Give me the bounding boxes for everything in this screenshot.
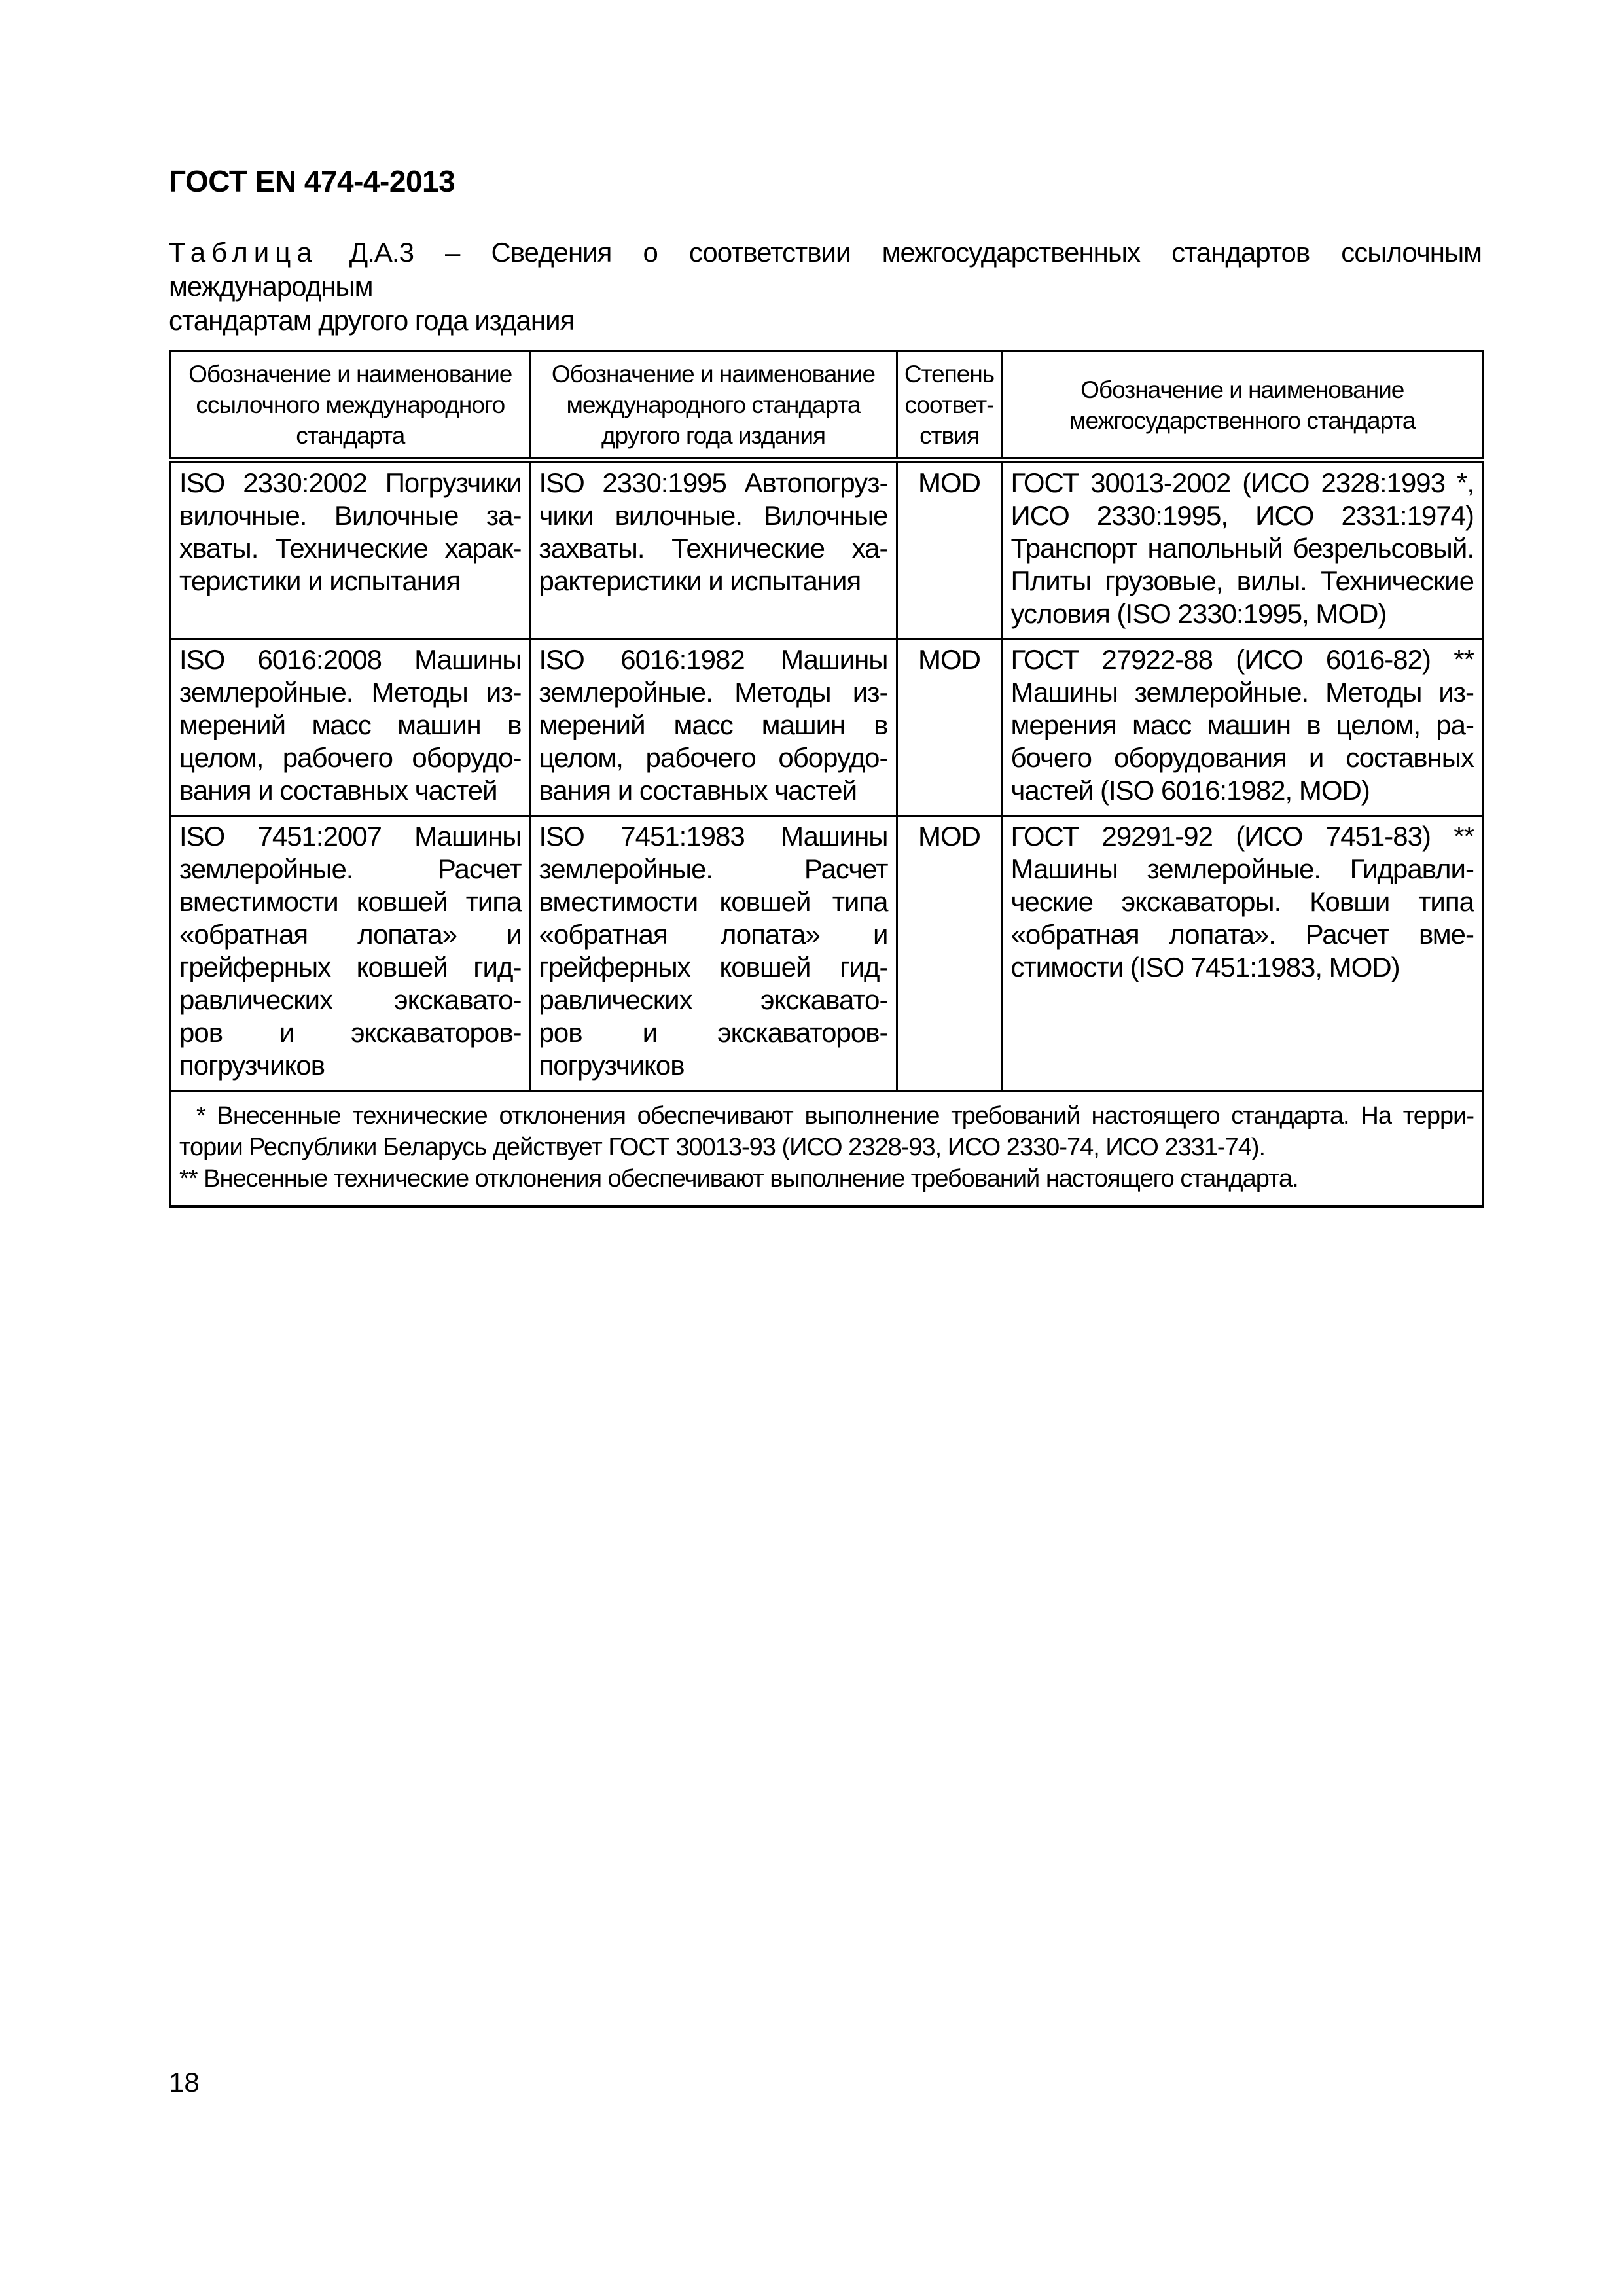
cell-other-year: ISO 6016:1982 Машины землеройные. Методы из- мерений масс машин в целом, рабочего оборудо- вания и составных частей <box>530 639 897 816</box>
col-header-ref-standard: Обозначение и наименование ссылочного международного стандарта <box>170 351 530 461</box>
table-row <box>170 639 1483 816</box>
table-caption-line1 <box>169 236 1482 304</box>
col-header-interstate: Обозначение и наименование межгосударственного стандарта <box>1002 351 1483 461</box>
cell-ref-standard: ISO 7451:2007 Машины землеройные. Расчет вместимости ковшей типа «обратная лопата» и грейферных ковшей гид- равлических экскавато- ров и экскаваторов- погрузчиков <box>170 816 530 1092</box>
table-row <box>170 816 1483 1092</box>
header-row <box>170 351 1483 461</box>
cell-ref-standard: ISO 2330:2002 Погрузчики вилочные. Вилочные за- хваты. Технические харак- теристики и испытания <box>170 461 530 639</box>
cell-other-year: ISO 2330:1995 Автопогруз- чики вилочные. Вилочные захваты. Технические ха- рактеристики и испытания <box>530 461 897 639</box>
correspondence-table <box>169 350 1484 1208</box>
table-row <box>170 461 1483 639</box>
cell-degree <box>897 816 1002 1092</box>
footnote-double-asterisk: ** Внесенные технические отклонения обеспечивают выполнение требований настоящего стандарта. <box>179 1165 1298 1193</box>
cell-interstate: ГОСТ 29291-92 (ИСО 7451-83) ** Машины землеройные. Гидравли- ческие экскаваторы. Ковши типа «обратная лопата». Расчет вме- стимости (ISO 7451:1983, MOD) <box>1002 816 1483 1092</box>
degree-value: MOD <box>918 644 980 675</box>
page-content <box>169 0 1482 1208</box>
degree-value: MOD <box>918 467 980 498</box>
table-caption-label: Таблица <box>169 237 318 268</box>
page-number: 18 <box>169 2067 200 2098</box>
table-footnotes <box>170 1091 1483 1206</box>
degree-value: MOD <box>918 821 980 852</box>
cell-interstate: ГОСТ 30013-2002 (ИСО 2328:1993 *, ИСО 2330:1995, ИСО 2331:1974) Транспорт напольный безрельсовый. Плиты грузовые, вилы. Технические условия (ISO 2330:1995, MOD) <box>1002 461 1483 639</box>
cell-other-year: ISO 7451:1983 Машины землеройные. Расчет вместимости ковшей типа «обратная лопата» и грейферных ковшей гид- равлических экскавато- ров и экскаваторов- погрузчиков <box>530 816 897 1092</box>
cell-degree <box>897 461 1002 639</box>
footnote-single-asterisk: * Внесенные технические отклонения обеспечивают выполнение требований настоящего стандарта. На терри- тории Республики Беларусь действует ГОСТ 30013-93 (ИСО 2328-93, ИСО 2330-74, ИСО 2331-74). <box>179 1102 1474 1161</box>
col-header-degree: Степень соответ- ствия <box>897 351 1002 461</box>
table-caption-line2: стандартам другого года издания <box>169 305 575 336</box>
table-caption <box>169 236 1482 338</box>
doc-code: ГОСТ EN 474-4-2013 <box>169 164 455 198</box>
col-header-other-year: Обозначение и наименование международного стандарта другого года издания <box>530 351 897 461</box>
cell-interstate: ГОСТ 27922-88 (ИСО 6016-82) ** Машины землеройные. Методы из- мерения масс машин в целом, ра- бочего оборудования и составных частей (ISO 6016:1982, MOD) <box>1002 639 1483 816</box>
cell-degree <box>897 639 1002 816</box>
table-caption-text: Д.А.3 – Сведения о соответствии межгосударственных стандартов ссылочным международным <box>169 237 1482 302</box>
footnote-row <box>170 1091 1483 1206</box>
cell-ref-standard: ISO 6016:2008 Машины землеройные. Методы из- мерений масс машин в целом, рабочего оборудо- вания и составных частей <box>170 639 530 816</box>
